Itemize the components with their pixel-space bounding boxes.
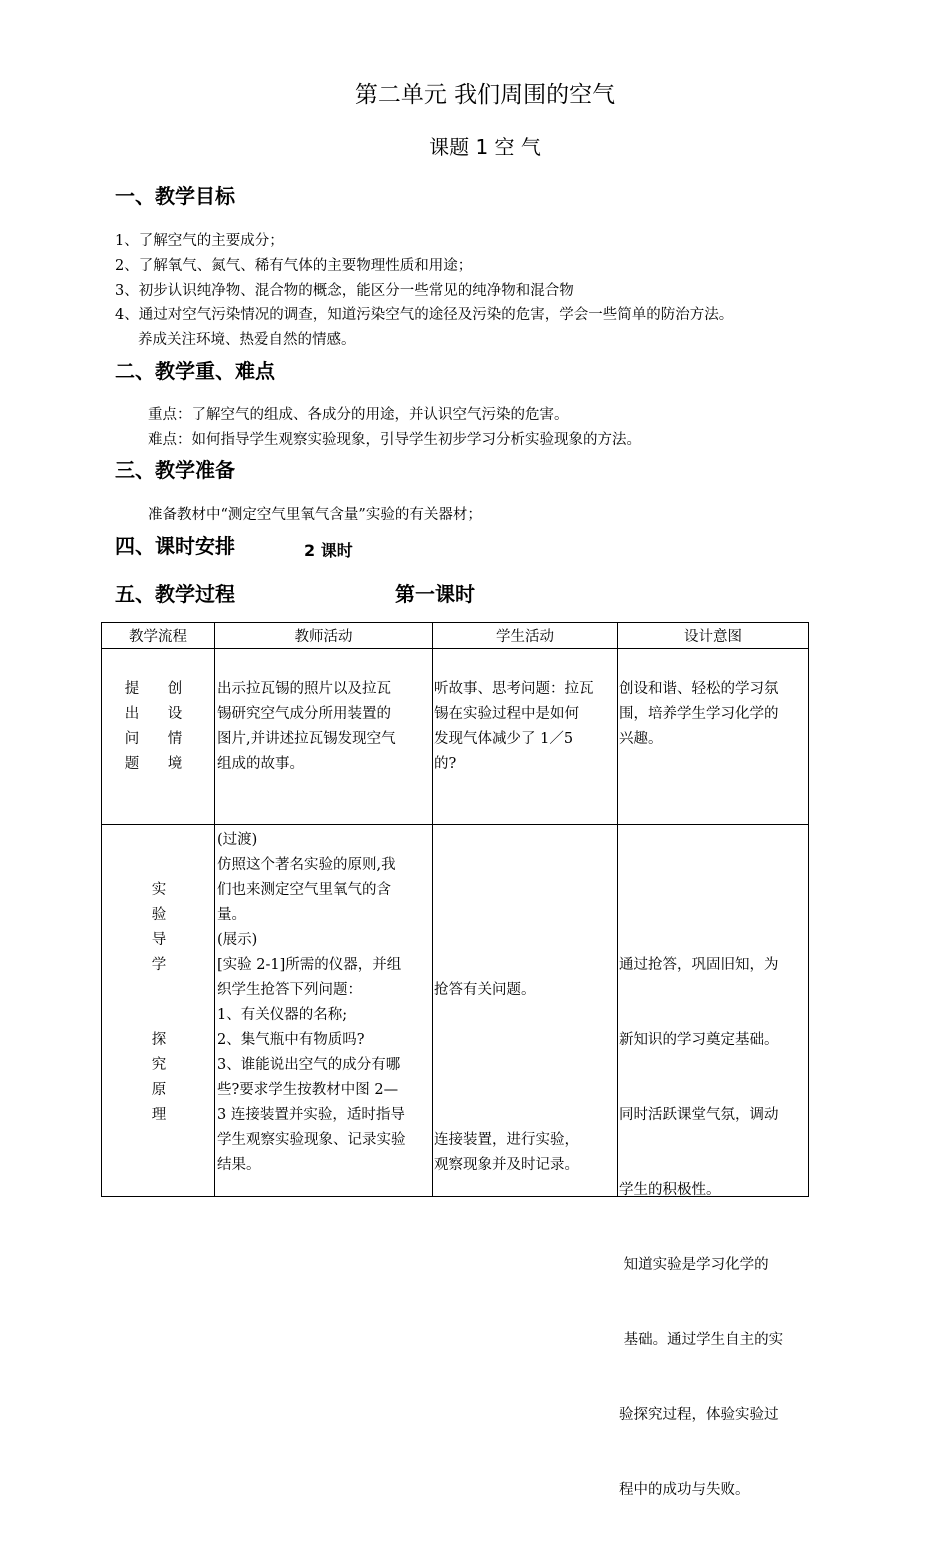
- flow-label-raise-question: 提 出 问 题: [124, 681, 140, 772]
- page-title: 第二单元 我们周围的空气: [354, 82, 616, 108]
- student-activity-2b: 连接装置，进行实验， 观察现象并及时记录。: [434, 1132, 579, 1173]
- objective-item: 3、初步认识纯净物、混合物的概念，能区分一些常见的纯净物和混合物: [115, 283, 574, 299]
- design-intent-1: 创设和谐、轻松的学习氛 围，培养学生学习化学的 兴趣。: [619, 681, 779, 747]
- lesson-label: 第一课时: [395, 582, 475, 606]
- flow-label-create-situation: 创 设 情 境: [167, 681, 183, 772]
- key-point-text: 重点：了解空气的组成、各成分的用途，并认识空气污染的危害。: [148, 407, 569, 423]
- teacher-activity-1: 出示拉瓦锡的照片以及拉瓦 锡研究空气成分所用装置的 图片,并讲述拉瓦锡发现空气 组成的故事。: [217, 681, 396, 772]
- section-heading-process: 五、教学过程: [115, 582, 235, 606]
- header-student: 学生活动: [496, 629, 554, 645]
- section-heading-key-points: 二、教学重、难点: [115, 359, 275, 383]
- preparation-text: 准备教材中“测定空气里氧气含量”实验的有关器材；: [148, 507, 482, 523]
- header-flow: 教学流程: [129, 629, 187, 645]
- objective-item-continued: 养成关注环境、热爱自然的情感。: [138, 332, 356, 348]
- design-intent-2: 通过抢答，巩固旧知，为 新知识的学习奠定基础。 同时活跃课堂气氛，调动 学生的积极性。 知道实验是学习化学的 基础。通过学生自主的实 验探究过程，体验实验过 程中的成功与失败。: [619, 957, 784, 1498]
- objective-item: 1、了解空气的主要成分；: [115, 233, 284, 249]
- teaching-process-table: [101, 622, 809, 1498]
- header-teacher: 教师活动: [294, 629, 353, 645]
- objective-item: 4、通过对空气污染情况的调查，知道污染空气的途径及污染的危害，学会一些简单的防治方法。: [115, 307, 734, 323]
- section-heading-objectives: 一、教学目标: [115, 184, 235, 208]
- flow-label-explore-principle: 探 究 原 理: [151, 1032, 167, 1123]
- flow-label-experiment-guidance: 实 验 导 学: [151, 882, 167, 973]
- objective-item: 2、了解氧气、氮气、稀有气体的主要物理性质和用途；: [115, 258, 473, 274]
- student-activity-1: 听故事、思考问题：拉瓦 锡在实验过程中是如何 发现气体减少了 1／5 的?: [434, 681, 594, 772]
- lesson-subtitle: 课题 1 空 气: [429, 135, 541, 159]
- section-heading-preparation: 三、教学准备: [115, 458, 235, 482]
- difficulty-text: 难点：如何指导学生观察实验现象，引导学生初步学习分析实验现象的方法。: [148, 432, 641, 448]
- header-intent: 设计意图: [684, 629, 742, 645]
- teacher-activity-2: (过渡) 仿照这个著名实验的原则,我 们也来测定空气里氧气的含 量。 (展示) [实验 2-1]所需的仪器，并组 织学生抢答下列问题： 1、有关仪器的名称; 2、集气瓶中有物质吗? 3、谁能说出空气的成分有哪 些?要求学生按教材中图 2— 3 连接装置并实验，适时指导 学生观察实验现象、记录实验 结果。: [217, 832, 406, 1173]
- section-heading-schedule: 四、课时安排: [115, 534, 235, 558]
- student-activity-2a: 抢答有关问题。: [434, 982, 536, 998]
- hours-value: 2 课时: [304, 541, 353, 560]
